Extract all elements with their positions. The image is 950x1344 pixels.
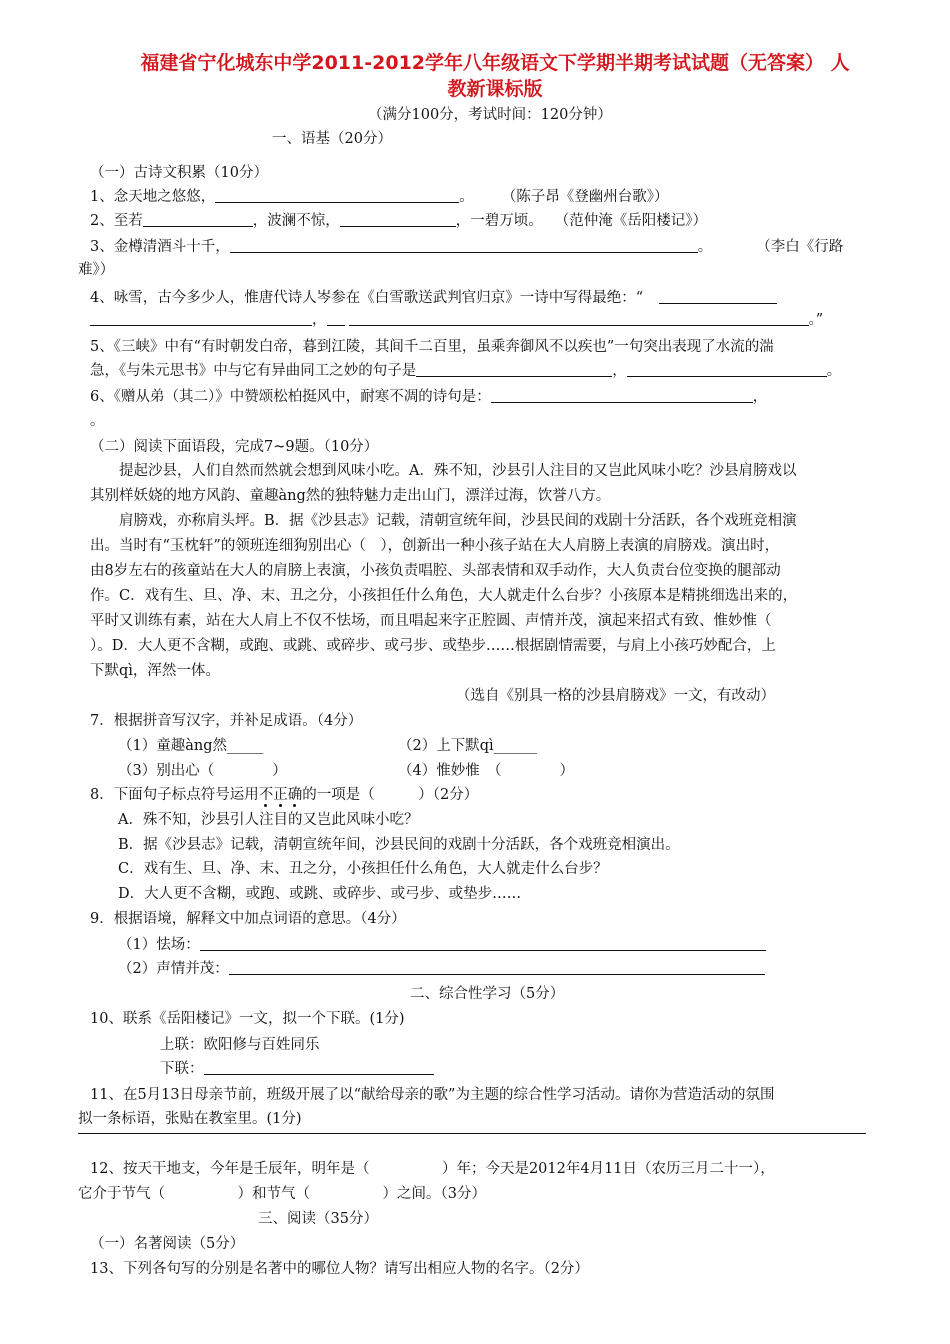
question-9-item-1-blank[interactable] xyxy=(200,934,766,951)
question-5-end: 。 xyxy=(826,363,842,379)
exam-title-line1: 福建省宁化城东中学2011-2012学年八年级语文下学期半期考试试题（无答案） 人 xyxy=(140,52,850,74)
question-6 xyxy=(90,386,767,408)
question-8-option-d[interactable]: D．大人更不含糊，或跑、或跳、或碎步、或弓步、或垫步…… xyxy=(118,886,522,902)
question-13: 13、下列各句写的分别是名著中的哪位人物？请写出相应人物的名字。（2分） xyxy=(90,1261,589,1277)
exam-title-line2: 教新课标版 xyxy=(447,78,543,100)
question-11: 11、在5月13日母亲节前，班级开展了以“献给母亲的歌”为主题的综合性学习活动。请你为营造活动的氛围 xyxy=(90,1087,775,1103)
question-7-item-4[interactable]: （4）惟妙惟 （ ） xyxy=(398,763,574,779)
question-4-blank-4[interactable] xyxy=(349,309,809,326)
question-2-text: 2、至若 xyxy=(90,213,143,229)
section-2-heading: 二、综合性学习（5分） xyxy=(410,986,565,1002)
question-1-end: 。 xyxy=(459,189,474,205)
question-8-end: 的一项是（ ）（2分） xyxy=(302,787,479,803)
question-4-comma: ， xyxy=(312,312,327,328)
passage-paragraph-1-line-1: 提起沙县，人们自然而然就会想到风味小吃。A．殊不知，沙县引人注目的又岂此风味小吃？沙县肩膀戏以 xyxy=(119,463,797,479)
question-4 xyxy=(90,287,777,309)
question-2-end: ，一碧万顷。 xyxy=(455,213,543,229)
passage-paragraph-2-line-3: 由8岁左右的孩童站在大人的肩膀上表演，小孩负责唱腔、头部表情和双手动作，大人负责台位变换的腿部动 xyxy=(90,563,781,579)
question-6-comma: ， xyxy=(752,389,768,405)
passage-paragraph-2-line-6: ）。D．大人更不含糊，或跑、或跳、或碎步、或弓步、或垫步……根据剧情需要，与肩上小孩巧妙配合，上 xyxy=(90,638,776,654)
passage-source: （选自《别具一格的沙县肩膀戏》一文，有改动） xyxy=(456,688,775,704)
question-7-item-1[interactable]: （1）童趣àng然_____ xyxy=(118,738,264,754)
question-1-text: 1、念天地之悠悠， xyxy=(90,189,216,205)
passage-paragraph-2-line-5: 平时又训练有素，站在大人肩上不仅不怯场，而且唱起来字正腔圆、声情并茂，演起来招式有致、惟妙惟（ xyxy=(90,613,772,629)
question-9-item-2-label: （2）声情并茂： xyxy=(118,961,229,977)
question-6-end: 。 xyxy=(90,413,105,429)
question-10-upper-couplet: 上联：欧阳修与百姓同乐 xyxy=(160,1037,320,1053)
question-3-source: （李白《行路 xyxy=(756,239,844,255)
question-4-end: 。” xyxy=(808,312,824,328)
question-1-blank[interactable] xyxy=(215,186,459,203)
question-4-blank-2[interactable] xyxy=(90,309,312,326)
question-9-item-1 xyxy=(118,934,766,956)
section-3-part-1-heading: （一）名著阅读（5分） xyxy=(90,1236,245,1252)
question-2-blank-1[interactable] xyxy=(143,210,253,227)
question-5-text: 急，《与朱元思书》中与它有异曲同工之妙的句子是 xyxy=(90,363,417,379)
passage-paragraph-2-line-1: 肩膀戏，亦称肩头坪。B．据《沙县志》记载，清朝宣统年间，沙县民间的戏剧十分活跃，各个戏班竞相演 xyxy=(119,513,797,529)
question-4-blank-3[interactable] xyxy=(327,309,345,326)
question-10-blank[interactable] xyxy=(204,1058,434,1075)
section-1-part-2-heading: （二）阅读下面语段，完成7~9题。（10分） xyxy=(90,439,379,455)
question-3-source-cont: 难》） xyxy=(78,262,115,278)
question-1 xyxy=(90,186,668,208)
section-3-heading: 三、阅读（35分） xyxy=(258,1211,378,1227)
question-3-end: 。 xyxy=(697,239,713,255)
question-6-text: 6、《赠从弟（其二）》中赞颂松柏挺风中，耐寒不凋的诗句是： xyxy=(90,389,491,405)
question-8-option-a[interactable]: A．殊不知，沙县引人注目的又岂此风味小吃？ xyxy=(118,812,419,828)
question-8-option-b[interactable]: B．据《沙县志》记载，清朝宣统年间，沙县民间的戏剧十分活跃，各个戏班竞相演出。 xyxy=(118,837,680,853)
question-4-text: 4、咏雪，古今多少人，惟唐代诗人岑参在《白雪歌送武判官归京》一诗中写得最绝：“ xyxy=(90,290,644,306)
question-3-text: 3、金樽清酒斗十千， xyxy=(90,239,230,255)
question-11-answer-line[interactable] xyxy=(78,1133,866,1134)
question-9-item-2 xyxy=(118,958,765,980)
question-10-lower-label: 下联： xyxy=(160,1061,204,1077)
question-8-dotted-1: 不 xyxy=(258,787,274,803)
question-8-option-c[interactable]: C．戏有生、旦、净、末、丑之分，小孩担任什么角色，大人就走什么台步？ xyxy=(118,861,608,877)
question-5-comma: ， xyxy=(612,363,627,379)
question-5-blank-2[interactable] xyxy=(627,360,827,377)
exam-info: （满分100分，考试时间：120分钟） xyxy=(368,107,612,123)
question-9: 9．根据语境，解释文中加点词语的意思。（4分） xyxy=(90,911,406,927)
question-7-item-3[interactable]: （3）别出心（ ） xyxy=(118,763,287,779)
question-6-blank-1[interactable] xyxy=(491,386,753,403)
question-2-middle: ，波澜不惊， xyxy=(252,213,340,229)
question-2-blank-2[interactable] xyxy=(340,210,456,227)
section-1-part-1-heading: （一）古诗文积累（10分） xyxy=(90,165,268,181)
question-8-text: 8．下面句子标点符号运用 xyxy=(90,787,259,803)
question-7: 7．根据拼音写汉字，并补足成语。（4分） xyxy=(90,713,363,729)
passage-paragraph-1-line-2: 其别样妖娆的地方风韵、童趣àng然的独特魅力走出山门，漂洋过海，饮誉八方。 xyxy=(90,488,611,504)
question-5-blank-1[interactable] xyxy=(416,360,612,377)
question-1-source: （陈子昂《登幽州台歌》） xyxy=(501,189,669,205)
question-3-blank[interactable] xyxy=(230,236,698,253)
question-9-item-2-blank[interactable] xyxy=(229,958,765,975)
question-8-dotted-2: 正 xyxy=(273,787,288,803)
question-7-item-2[interactable]: （2）上下默qì______ xyxy=(398,738,538,754)
question-5: 5、《三峡》中有“有时朝发白帝，暮到江陵，其间千二百里，虽乘奔御风不以疾也”一句突出表现了水流的湍 xyxy=(90,339,774,355)
question-12-cont: 它介于节气（ ）和节气（ ）之间。（3分） xyxy=(78,1186,486,1202)
question-4-blank-1[interactable] xyxy=(659,287,777,304)
question-8-dotted-3: 确 xyxy=(287,787,303,803)
question-4-cont xyxy=(90,309,823,331)
passage-paragraph-2-line-2: 出。当时有“玉枕轩”的领班连细狗别出心（ ），创新出一种小孩子站在大人肩膀上表演的肩膀戏。演出时， xyxy=(90,538,780,554)
question-10: 10、联系《岳阳楼记》一文，拟一个下联。(1分) xyxy=(90,1011,405,1027)
question-12: 12、按天干地支，今年是壬辰年，明年是（ ）年；今天是2012年4月11日（农历三月二十一）， xyxy=(90,1161,775,1177)
passage-paragraph-2-line-4: 作。C．戏有生、旦、净、末、丑之分，小孩担任什么角色，大人就走什么台步？小孩原本是精挑细选出来的， xyxy=(90,588,798,604)
question-2 xyxy=(90,210,707,232)
section-1-heading: 一、语基（20分） xyxy=(272,131,392,147)
passage-paragraph-2-line-7: 下默qì，浑然一体。 xyxy=(90,663,220,679)
question-10-lower-couplet xyxy=(160,1058,434,1080)
question-3 xyxy=(90,236,843,258)
question-2-source: （范仲淹《岳阳楼记》） xyxy=(554,213,707,229)
question-5-cont xyxy=(90,360,841,382)
question-8 xyxy=(90,784,478,806)
question-11-cont: 拟一条标语，张贴在教室里。(1分) xyxy=(78,1111,302,1127)
question-9-item-1-label: （1）怯场： xyxy=(118,937,200,953)
